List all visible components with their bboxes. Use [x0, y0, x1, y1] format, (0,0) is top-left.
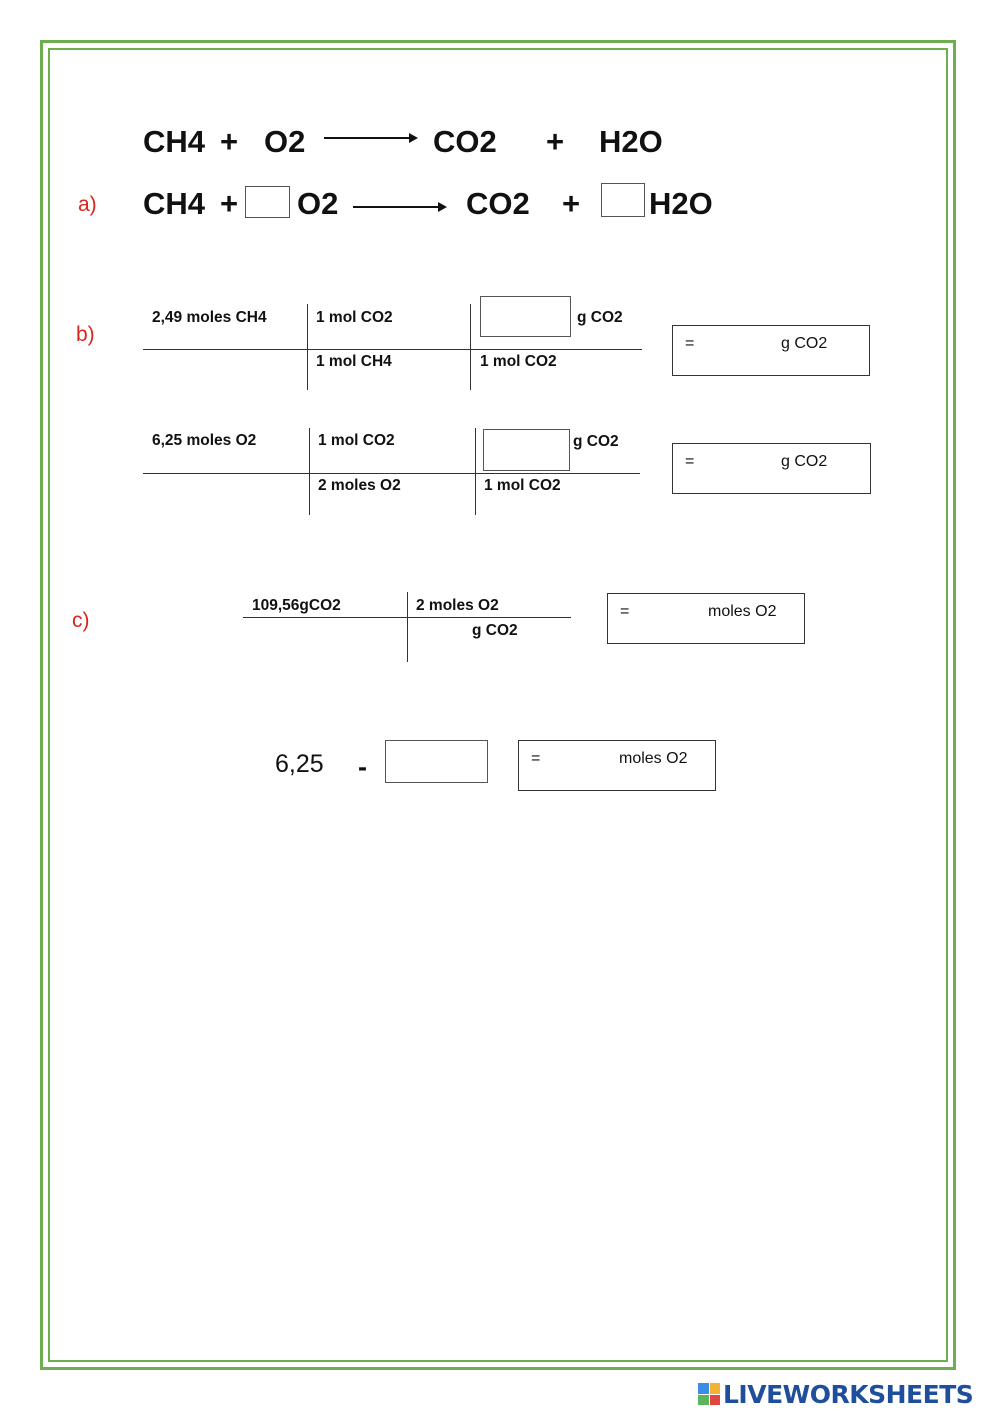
c-given: 109,56gCO2	[252, 597, 341, 614]
calc2-result-unit: g CO2	[781, 453, 828, 470]
calc2-factor1-den: 2 moles O2	[318, 477, 401, 494]
a-plus2: +	[562, 186, 581, 221]
sub-minuend: 6,25	[275, 750, 324, 778]
calc1-factor1-num: 1 mol CO2	[316, 309, 393, 326]
logo-grid-icon	[698, 1383, 720, 1405]
part-b-label: b)	[76, 323, 95, 346]
eq-product2: H2O	[599, 124, 663, 159]
coef-h2o-input[interactable]	[601, 183, 645, 217]
a-product1: CO2	[466, 186, 530, 221]
page-border-inner	[48, 48, 948, 1362]
calc1-given: 2,49 moles CH4	[152, 309, 267, 326]
divider	[307, 304, 308, 390]
divider	[475, 428, 476, 515]
calc1-result-box[interactable]	[672, 325, 870, 376]
calc2-result-box[interactable]	[672, 443, 871, 494]
c-factor-num: 2 moles O2	[416, 597, 499, 614]
calc1-molar-mass-input[interactable]	[480, 296, 571, 337]
logo-text: LIVEWORKSHEETS	[723, 1379, 974, 1409]
divider	[309, 428, 310, 515]
liveworksheets-logo[interactable]	[698, 1377, 973, 1411]
equals-sign: =	[531, 750, 541, 767]
eq-plus2: +	[546, 124, 565, 159]
logo-square	[698, 1383, 709, 1394]
eq-plus1: +	[220, 124, 239, 159]
eq-reactant2: O2	[264, 124, 306, 159]
c-result-box[interactable]	[607, 593, 805, 644]
coef-o2-input[interactable]	[245, 186, 290, 218]
sub-result-box[interactable]	[518, 740, 716, 791]
a-reactant1: CH4	[143, 186, 206, 221]
eq-reactant1: CH4	[143, 124, 206, 159]
fraction-bar	[143, 473, 640, 474]
reaction-arrow-icon	[353, 206, 445, 208]
calc2-given: 6,25 moles O2	[152, 432, 257, 449]
fraction-bar	[243, 617, 571, 618]
calc1-result-unit: g CO2	[781, 335, 828, 352]
a-reactant2: O2	[297, 186, 339, 221]
fraction-bar	[143, 349, 642, 350]
calc2-factor1-num: 1 mol CO2	[318, 432, 395, 449]
eq-product1: CO2	[433, 124, 497, 159]
part-a-label: a)	[78, 193, 97, 216]
calc1-factor2-den: 1 mol CO2	[480, 353, 557, 370]
calc2-molar-mass-input[interactable]	[483, 429, 570, 471]
calc2-factor2-unit: g CO2	[573, 433, 619, 450]
c-result-unit: moles O2	[708, 603, 777, 620]
c-factor-den: g CO2	[472, 622, 518, 639]
logo-square	[710, 1383, 721, 1394]
calc2-factor2-den: 1 mol CO2	[484, 477, 561, 494]
a-product2: H2O	[649, 186, 713, 221]
equals-sign: =	[685, 335, 695, 352]
divider	[407, 592, 408, 662]
calc1-factor1-den: 1 mol CH4	[316, 353, 392, 370]
part-c-label: c)	[72, 609, 90, 632]
sub-subtrahend-input[interactable]	[385, 740, 488, 783]
equals-sign: =	[620, 603, 630, 620]
sub-minus: -	[358, 752, 367, 782]
sub-result-unit: moles O2	[619, 750, 688, 767]
calc1-factor2-unit: g CO2	[577, 309, 623, 326]
a-plus1: +	[220, 186, 239, 221]
divider	[470, 304, 471, 390]
logo-square	[698, 1395, 709, 1406]
equals-sign: =	[685, 453, 695, 470]
logo-square	[710, 1395, 721, 1406]
reaction-arrow-icon	[324, 137, 416, 139]
